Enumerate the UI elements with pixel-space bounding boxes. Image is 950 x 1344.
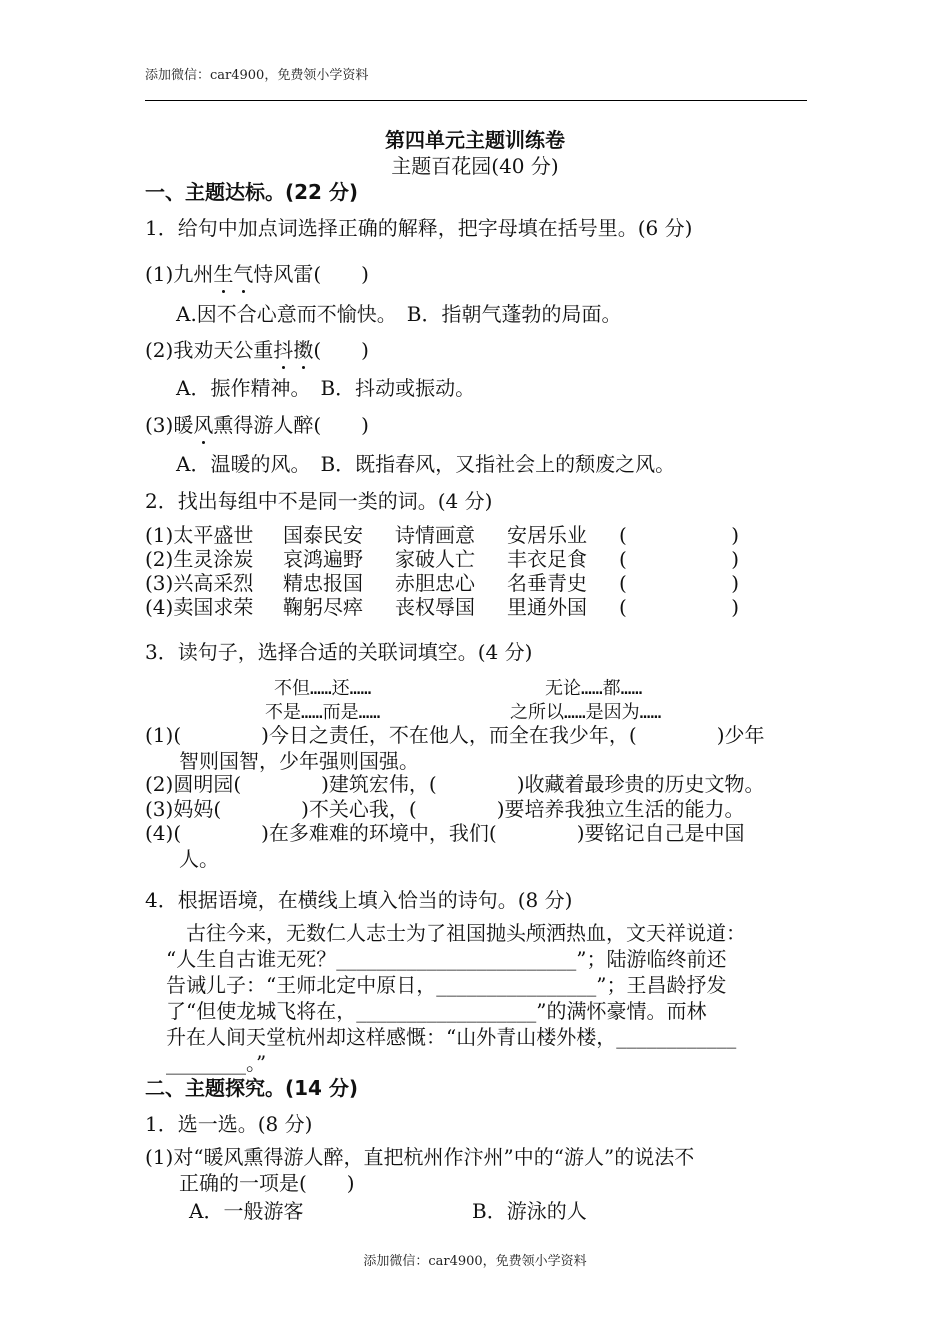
- q2-row-4-word2: 鞠躬尽瘁: [283, 595, 363, 619]
- q2-row-2-word2: 哀鸿遍野: [283, 547, 363, 571]
- q3-sentence-1-line-1: (1)( )今日之责任，不在他人，而全在我少年，( )少年: [145, 723, 765, 747]
- q2-row-4-answer-blank[interactable]: [619, 595, 739, 619]
- q3-prompt: 3．读句子，选择合适的关联词填空。(4 分): [145, 640, 533, 664]
- q1-item-3-post: 熏得游人醉( ): [213, 413, 369, 437]
- q1-item-2-dotted-char: 抖: [273, 334, 293, 363]
- q2-row-2-label: (2)生灵涂炭: [145, 547, 254, 571]
- q1-item-1-dotted-char: 生: [213, 258, 233, 287]
- q3-conjunction-4: 之所以……是因为……: [510, 702, 662, 723]
- q2-row: [145, 523, 739, 547]
- q2-row-3-word2: 精忠报国: [283, 571, 363, 595]
- q1-item-2-post: ( ): [313, 338, 369, 362]
- q2-row-4-open: (: [619, 595, 627, 619]
- section2-heading: 二、主题探究。(14 分): [145, 1076, 359, 1100]
- q2-row-4-word4: 里通外国: [507, 595, 587, 619]
- q3-conjunction-1: 不但……还……: [274, 678, 372, 699]
- q4-line-1: 古往今来，无数仁人志士为了祖国抛头颅洒热血，文天祥说道：: [166, 921, 746, 945]
- footer-note: 添加微信：car4900，免费领小学资料: [363, 1254, 587, 1269]
- q4-line-2: “人生自古谁无死？________________________”；陆游临终前还: [166, 947, 727, 971]
- q4-prompt: 4．根据语境，在横线上填入恰当的诗句。(8 分): [145, 888, 573, 912]
- s2-q1-item-1: [145, 1144, 694, 1196]
- page-subtitle: 主题百花园(40 分): [391, 154, 559, 178]
- header-note: 添加微信：car4900，免费领小学资料: [145, 68, 369, 83]
- q3-sentence-4: [145, 820, 745, 872]
- q1-item-3: [145, 409, 369, 438]
- q2-row-2-word3: 家破人亡: [395, 547, 475, 571]
- q3-sentence-4-line-2: 人。: [179, 847, 219, 871]
- q3-conjunction-2: 无论……都……: [545, 678, 643, 699]
- q1-item-2-dotted: [273, 338, 313, 362]
- q1-item-1-post: 恃风雷( ): [253, 262, 369, 286]
- page-title: 第四单元主题训练卷: [385, 128, 565, 152]
- q2-row-4-close: ): [731, 595, 739, 619]
- q2-row-3-answer-blank[interactable]: [619, 571, 739, 595]
- q3-conjunction-3: 不是……而是……: [265, 702, 381, 723]
- q2-row-3-label: (3)兴高采烈: [145, 571, 254, 595]
- q1-item-3-dotted-char: 风: [193, 409, 213, 438]
- q2-row: [145, 595, 739, 619]
- q1-item-1-dotted: [213, 262, 253, 286]
- q2-word-grid: [145, 523, 739, 619]
- q3-sentence-1-line-2: 智则国智，少年强则国强。: [179, 749, 419, 773]
- q1-item-1-options: A.因不合心意而不愉快。 B．指朝气蓬勃的局面。: [176, 302, 622, 326]
- q1-item-2-options: A．振作精神。 B．抖动或振动。: [176, 376, 476, 400]
- q4-line-6: ________。”: [166, 1051, 267, 1075]
- q3-sentence-3: (3)妈妈( )不关心我，( )要培养我独立生活的能力。: [145, 797, 745, 821]
- q2-row-1-word4: 安居乐业: [507, 523, 587, 547]
- q2-row: [145, 547, 739, 571]
- q2-row-1-word2: 国泰民安: [283, 523, 363, 547]
- s2-q1-item-1-line-2: 正确的一项是( ): [179, 1171, 355, 1195]
- q4-line-5: 升在人间天堂杭州却这样感慨：“山外青山楼外楼，____________: [166, 1025, 737, 1049]
- q1-item-3-pre: (3)暖: [145, 413, 194, 437]
- q3-sentence-4-line-1: (4)( )在多难难的环境中，我们( )要铭记自己是中国: [145, 821, 745, 845]
- q2-row-2-word4: 丰衣足食: [507, 547, 587, 571]
- q2-row-1-label: (1)太平盛世: [145, 523, 254, 547]
- q2-row-1-open: (: [619, 523, 627, 547]
- s2-q1-option-b: B．游泳的人: [472, 1199, 587, 1223]
- q1-item-1-dotted-char: 气: [233, 258, 253, 287]
- q2-row-2-open: (: [619, 547, 627, 571]
- q2-row-1-answer-blank[interactable]: [619, 523, 739, 547]
- q4-line-4: 了“但使龙城飞将在，__________________”的满怀豪情。而林: [166, 999, 707, 1023]
- s2-q1-prompt: 1．选一选。(8 分): [145, 1112, 313, 1136]
- q2-row-4-word3: 丧权辱国: [395, 595, 475, 619]
- q3-sentence-1: [145, 722, 765, 774]
- q1-item-3-dotted: [193, 413, 213, 437]
- s2-q1-option-a: A．一般游客: [189, 1199, 304, 1223]
- q2-row-2-answer-blank[interactable]: [619, 547, 739, 571]
- q2-row-3-word4: 名垂青史: [507, 571, 587, 595]
- q2-prompt: 2．找出每组中不是同一类的词。(4 分): [145, 489, 493, 513]
- q1-item-2-dotted-char: 擞: [293, 334, 313, 363]
- q1-prompt: 1．给句中加点词选择正确的解释，把字母填在括号里。(6 分): [145, 216, 693, 240]
- q1-item-1: [145, 258, 369, 287]
- q1-item-2-pre: (2)我劝天公重: [145, 338, 274, 362]
- q1-item-3-options: A．温暖的风。 B．既指春风，又指社会上的颓废之风。: [176, 452, 676, 476]
- q4-line-3: 告诫儿子：“王师北定中原日，________________”；王昌龄抒发: [166, 973, 727, 997]
- q2-row-3-open: (: [619, 571, 627, 595]
- q2-row-1-word3: 诗情画意: [395, 523, 475, 547]
- q2-row: [145, 571, 739, 595]
- q4-passage: [166, 920, 746, 1076]
- q2-row-3-close: ): [731, 571, 739, 595]
- header-rule: [145, 100, 807, 101]
- section1-heading: 一、主题达标。(22 分): [145, 180, 359, 204]
- q2-row-1-close: ): [731, 523, 739, 547]
- q3-sentence-2: (2)圆明园( )建筑宏伟，( )收藏着最珍贵的历史文物。: [145, 772, 765, 796]
- q2-row-4-label: (4)卖国求荣: [145, 595, 254, 619]
- q2-row-3-word3: 赤胆忠心: [395, 571, 475, 595]
- s2-q1-item-1-line-1: (1)对“暖风熏得游人醉，直把杭州作汴州”中的“游人”的说法不: [145, 1145, 695, 1169]
- q1-item-1-pre: (1)九州: [145, 262, 214, 286]
- q2-row-2-close: ): [731, 547, 739, 571]
- q1-item-2: [145, 334, 369, 363]
